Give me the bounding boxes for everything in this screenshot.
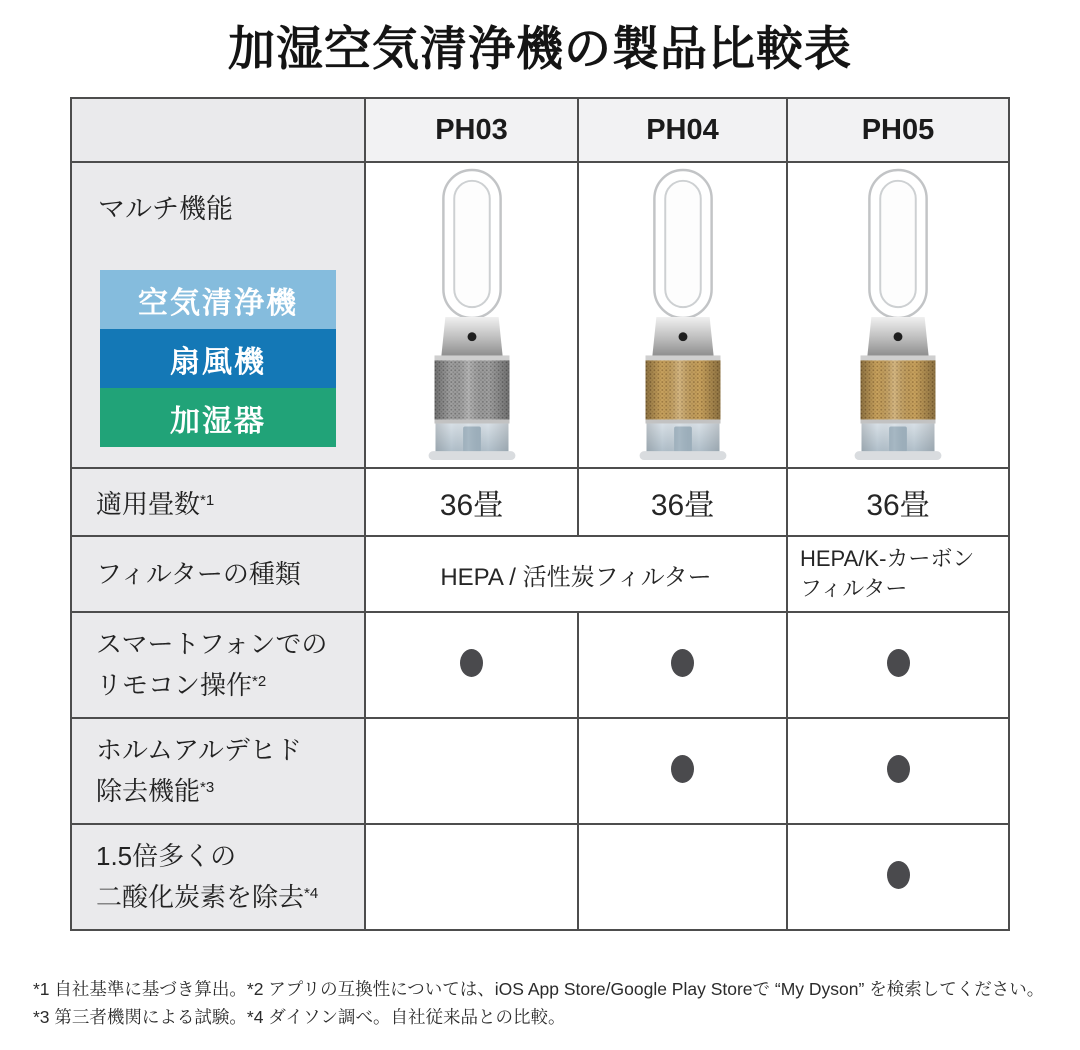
feature-dot (887, 755, 910, 783)
comparison-table (70, 97, 1010, 931)
footnotes (33, 975, 1044, 1031)
product-image-cell-ph05 (787, 162, 1009, 468)
smartphone-footnote-mark: *2 (252, 673, 267, 690)
formaldehyde-label-line1: ホルムアルデヒド (96, 735, 302, 765)
product-image-ph05 (847, 168, 949, 462)
smartphone-cell-ph03 (365, 612, 578, 718)
footnote-line1: *1 自社基準に基づき算出。*2 アプリの互換性については、iOS App Store/Google Play Storeで “My Dyson” を検索してください。 (33, 979, 1045, 999)
smartphone-label-line1: スマートフォンでの (96, 629, 328, 659)
formaldehyde-cell-ph05 (787, 718, 1009, 824)
product-image-ph04 (632, 168, 734, 462)
page-title: 加湿空気清浄機の製品比較表 (228, 22, 852, 75)
footnote-line2: *3 第三者機関による試験。*4 ダイソン調べ。自社従来品との比較。 (33, 1007, 566, 1027)
feature-dot (671, 755, 694, 783)
formaldehyde-label-cell (71, 718, 365, 824)
corner-cell (71, 98, 365, 162)
row-tatami-size (71, 468, 1009, 536)
co2-label-cell (71, 824, 365, 930)
function-badges (100, 270, 336, 447)
row-filter-type (71, 536, 1009, 612)
co2-label-line1: 1.5倍多くの (96, 841, 237, 871)
co2-cell-ph04 (578, 824, 787, 930)
row-multi-function (71, 162, 1009, 468)
smartphone-cell-ph05 (787, 612, 1009, 718)
filter-label-cell: フィルターの種類 (71, 536, 365, 612)
tatami-footnote-mark: *1 (200, 491, 215, 509)
formaldehyde-footnote-mark: *3 (200, 779, 215, 796)
column-header-ph05: PH05 (787, 98, 1009, 162)
tatami-value-ph04: 36畳 (578, 468, 787, 536)
tatami-label-cell (71, 468, 365, 536)
co2-cell-ph03 (365, 824, 578, 930)
multi-function-label: マルチ機能 (98, 194, 233, 224)
tatami-value-ph05: 36畳 (787, 468, 1009, 536)
column-header-ph03: PH03 (365, 98, 578, 162)
feature-dot (887, 649, 910, 677)
co2-cell-ph05 (787, 824, 1009, 930)
smartphone-label-line2: リモコン操作 (96, 670, 253, 700)
filter-value-ph05-line2: フィルター (800, 576, 908, 601)
formaldehyde-label-line2: 除去機能 (96, 776, 201, 806)
row-co2-capture (71, 824, 1009, 930)
filter-value-ph03-ph04: HEPA / 活性炭フィルター (365, 536, 787, 612)
feature-dot (887, 861, 910, 889)
product-image-ph03 (421, 168, 523, 462)
filter-value-ph05 (787, 536, 1009, 612)
row-smartphone-remote (71, 612, 1009, 718)
header-row (71, 98, 1009, 162)
badge-air-purifier: 空気清浄機 (100, 270, 336, 329)
smartphone-label-cell (71, 612, 365, 718)
co2-footnote-mark: *4 (304, 885, 319, 902)
feature-dot (671, 649, 694, 677)
column-header-ph04: PH04 (578, 98, 787, 162)
badge-fan: 扇風機 (100, 329, 336, 388)
tatami-label: 適用畳数 (96, 488, 201, 519)
formaldehyde-cell-ph04 (578, 718, 787, 824)
smartphone-cell-ph04 (578, 612, 787, 718)
formaldehyde-cell-ph03 (365, 718, 578, 824)
row-formaldehyde (71, 718, 1009, 824)
tatami-value-ph03: 36畳 (365, 468, 578, 536)
feature-dot (460, 649, 483, 677)
multi-function-label-cell (71, 162, 365, 468)
co2-label-line2: 二酸化炭素を除去 (96, 882, 305, 912)
filter-value-ph05-line1: HEPA/K-カーボン (800, 546, 975, 571)
badge-humidifier: 加湿器 (100, 388, 336, 447)
product-image-cell-ph03 (365, 162, 578, 468)
product-image-cell-ph04 (578, 162, 787, 468)
